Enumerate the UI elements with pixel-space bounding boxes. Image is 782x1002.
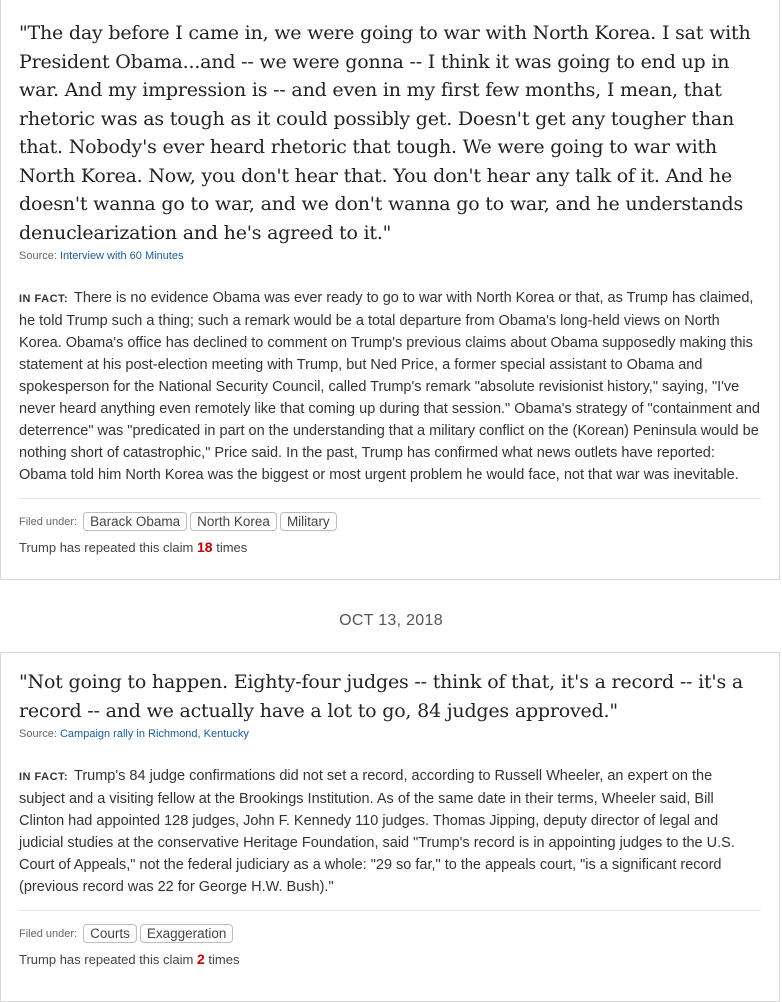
claim-card: [0, 652, 780, 1002]
fact-check-text: [1, 287, 779, 486]
repeat-count: 2: [197, 951, 205, 967]
tag-exaggeration[interactable]: Exaggeration: [140, 924, 234, 943]
tag-north-korea[interactable]: North Korea: [190, 512, 277, 531]
claim-quote: "Not going to happen. Eighty-four judges -- think of that, it's a record -- it's a record -- and we actually have a lot to go, 84 judges approved.": [19, 671, 743, 722]
claim-source: [1, 250, 779, 262]
repeat-suffix: times: [216, 540, 248, 555]
source-link[interactable]: Campaign rally in Richmond, Kentucky: [59, 728, 249, 740]
repeat-count-line: [1, 539, 779, 555]
filed-under-label: Filed under:: [19, 927, 78, 940]
filed-under: [1, 512, 779, 531]
repeat-count-line: [1, 951, 779, 967]
filed-under-label: Filed under:: [19, 515, 78, 528]
tag-courts[interactable]: Courts: [83, 924, 137, 943]
repeat-prefix: Trump has repeated this claim: [19, 952, 194, 967]
filed-under: [1, 924, 779, 943]
in-fact-label: IN FACT:: [19, 771, 69, 783]
tag-barack-obama[interactable]: Barack Obama: [83, 512, 187, 531]
tag-military[interactable]: Military: [280, 512, 337, 531]
repeat-suffix: times: [208, 952, 240, 967]
source-link[interactable]: Interview with 60 Minutes: [59, 250, 184, 262]
claim-source: [1, 728, 779, 740]
fact-body: There is no evidence Obama was ever ready to go to war with North Korea or that, as Trump has claimed, he told Trump such a thing; such a remark would be a total departure from Obama's long-held views on North Korea. Obama's office has declined to comment on Trump's previous claims about Obama supposedly making this statement at his post-election meeting with Trump, but Ned Price, a former special assistant to Obama and spokesperson for the National Security Council, called Trump's remark "absolute revisionist history," saying, "I've never heard anything even remotely like that coming up during that session." Obama's strategy of "containment and deterrence" was "predicated in part on the understanding that a military conflict on the (Korean) Peninsula would be nothing short of catastrophic," Price said. In the past, Trump has confirmed what news outlets have reported: Obama told him North Korea was the biggest or most urgent problem he would face, not that war was inevitable.: [19, 290, 760, 483]
source-label: Source:: [19, 250, 57, 262]
repeat-prefix: Trump has repeated this claim: [19, 540, 194, 555]
source-label: Source:: [19, 728, 57, 740]
date-header: OCT 13, 2018: [339, 612, 443, 629]
repeat-count: 18: [197, 539, 213, 555]
in-fact-label: IN FACT:: [19, 293, 69, 305]
fact-check-text: [1, 765, 779, 898]
claim-quote: "The day before I came in, we were going to war with North Korea. I sat with President Obama...and -- we were gonna -- I think it was going to end up in war. And my impression is -- and even in my first few months, I mean, that rhetoric was as tough as it could possibly get. Doesn't get any tougher than that. Nobody's ever heard rhetoric that tough. We were going to war with North Korea. Now, you don't hear that. You don't hear any talk of it. And he doesn't wanna go to war, and we don't wanna go to war, and he understands denuclearization and he's agreed to it.": [19, 22, 751, 244]
fact-body: Trump's 84 judge confirmations did not set a record, according to Russell Wheeler, an expert on the subject and a visiting fellow at the Brookings Institution. As of the same date in their terms, Wheeler said, Bill Clinton had appointed 128 judges, John F. Kennedy 110 judges. Thomas Jipping, deputy director of legal and judicial studies at the conservative Heritage Foundation, said "Trump's record is in appointing judges to the U.S. Court of Appeals," not the federal judiciary as a whole: "29 so far," to the appeals court, "is a significant record (previous record was 22 for George H.W. Bush).": [19, 768, 735, 895]
